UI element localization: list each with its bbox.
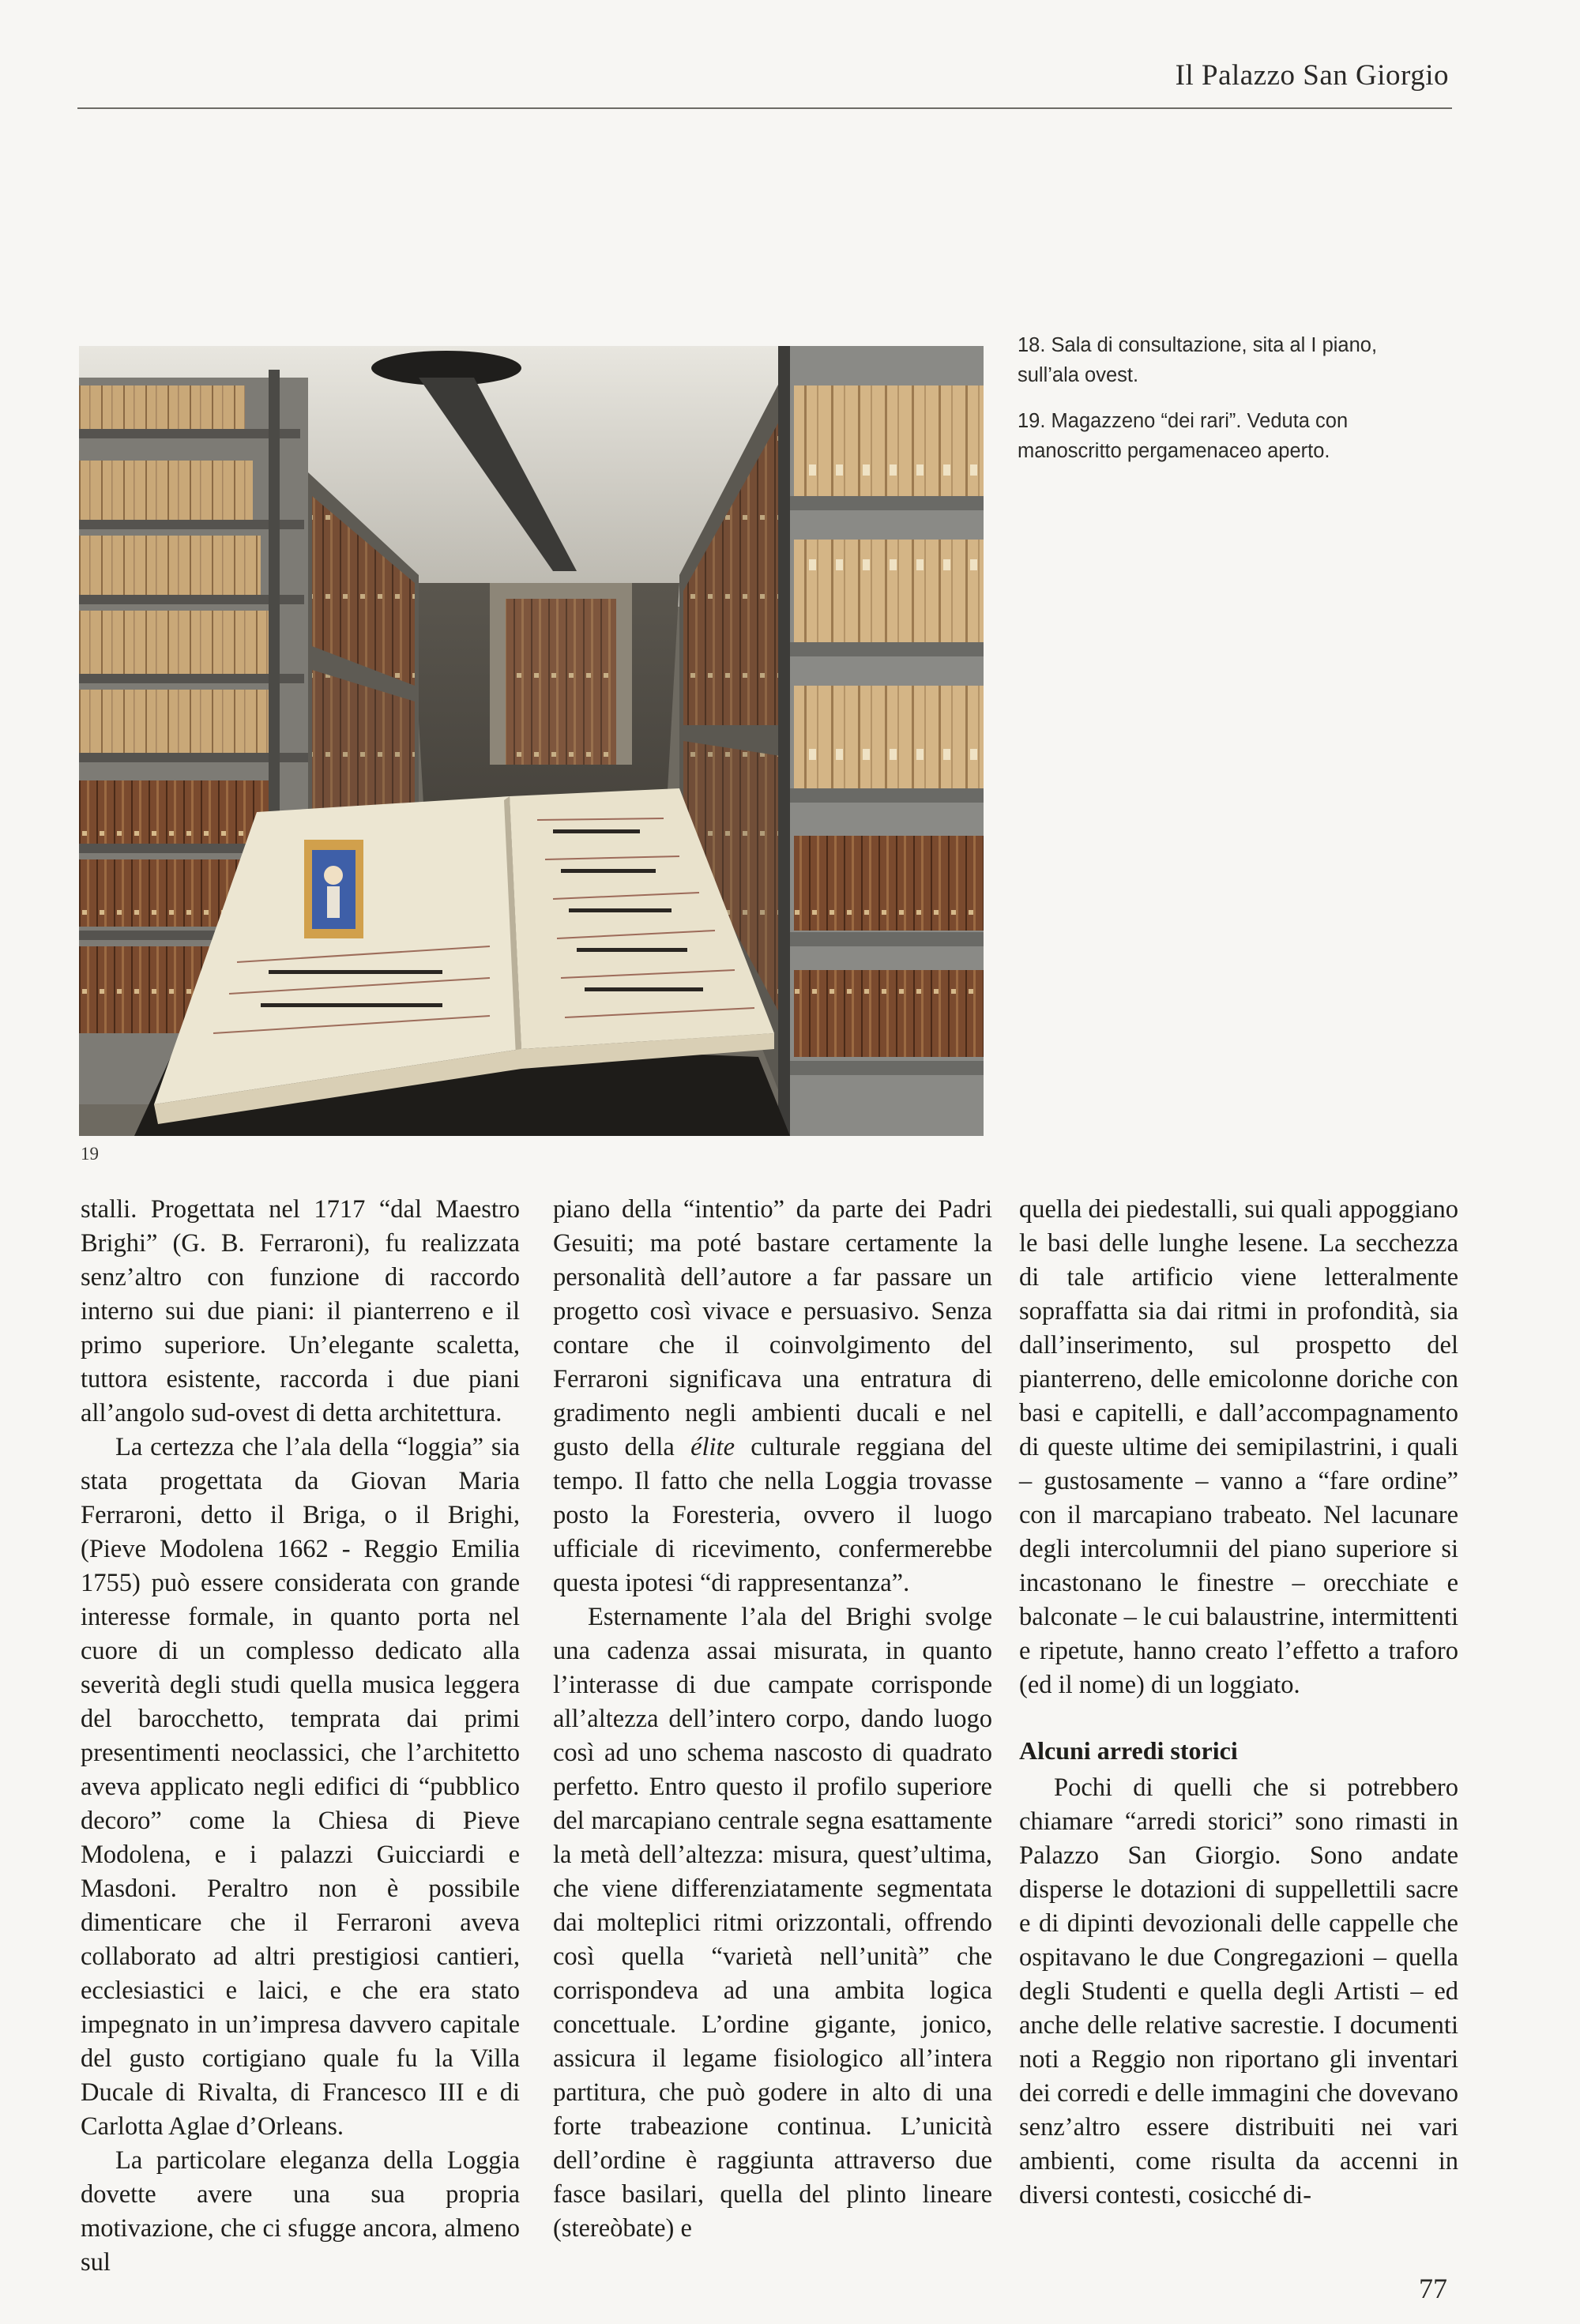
text-column-3 [1019, 1193, 1458, 2213]
figure-number: 19 [81, 1144, 99, 1164]
caption-19: 19. Magazzeno “dei rari”. Veduta con manoscritto pergamenaceo aperto. [1018, 410, 1349, 462]
body-text: piano della “intentio” da parte dei Padri Gesuiti; ma poté bastare certamente la personalità dell’autore a far passare un progetto così vivace e persuasivo. Senza contare che il coinvolgimento del Ferraroni significava una entratura di gradimento negli ambienti ducali e nel gusto della [553, 1195, 992, 1461]
caption-18: 18. Sala di consultazione, sita al I piano, sull’ala ovest. [1018, 334, 1378, 386]
body-paragraph: stalli. Progettata nel 1717 “dal Maestro Brighi” (G. B. Ferraroni), fu realizzata senz’altro con funzione di raccordo interno sui due piani: il pianterreno e il primo superiore. Un’elegante scaletta, tuttora esistente, raccorda i due piani all’angolo sud-ovest di detta architettura. [81, 1195, 520, 1427]
figure-captions [1018, 330, 1444, 482]
body-paragraph: Pochi di quelli che si potrebbero chiamare “arredi storici” sono rimasti in Palazzo San Giorgio. Sono andate disperse le dotazioni di suppellettili sacre e di dipinti devozionali delle cappelle che ospitavano le due Congregazioni – quella degli Studenti e quella degli Artisti – ed anche delle relative sacrestie. I documenti noti a Reggio non riportano gli inventari dei corredi e delle immagini che dovevano senz’altro essere distribuiti nei vari ambienti, come risulta da accenni in diversi contesti, cosicché di- [1019, 1773, 1458, 2209]
running-head: Il Palazzo San Giorgio [1175, 59, 1449, 92]
body-paragraph [553, 1193, 992, 1600]
section-heading: Alcuni arredi storici [1019, 1736, 1238, 1765]
text-column-2 [553, 1193, 992, 2246]
archive-stacks-illustration [79, 346, 984, 1136]
body-paragraph: La particolare eleganza della Loggia dovette avere una sua propria motivazione, che ci sfugge ancora, almeno sul [81, 2146, 520, 2277]
body-paragraph: quella dei piedestalli, sui quali appoggiano le basi delle lunghe lesene. La secchezza di tale artificio viene letteralmente sopraffatta sia dai ritmi in profondità, sia dall’inserimento, sul prospetto del pianterreno, delle emicolonne doriche con basi e capitelli, e dall’accompagnamento di queste ultime dei semipilastrini, i quali – gustosamente – vanno a “fare ordine” con il marcapiano trabeato. Nel lacunare degli intercolumnii del piano superiore si incastonano le finestre – orecchiate e balconate – le cui balaustrine, intermittenti e ripetute, hanno creato l’effetto a traforo (ed il nome) di un loggiato. [1019, 1195, 1458, 1699]
text-column-1 [81, 1193, 520, 2280]
italic-term: élite [690, 1433, 735, 1461]
body-paragraph: La certezza che l’ala della “loggia” sia stata progettata da Giovan Maria Ferraroni, detto il Briga, o il Brighi, (Pieve Modolena 1662 - Reggio Emilia 1755) può essere considerata con grande interesse formale, in quanto porta nel cuore di un complesso dedicato alla severità degli studi quella musica leggera del barocchetto, temprata dai primi presentimenti neoclassici, che l’architetto aveva applicato negli edifici di “pubblico decoro” come la Chiesa di Pieve Modolena, e i palazzi Guicciardi e Masdoni. Peraltro non è possibile dimenticare che il Ferraroni aveva collaborato ad altri prestigiosi cantieri, ecclesiastici e laici, e che era stato impegnato in un’impresa davvero capitale del gusto cortigiano quale fu la Villa Ducale di Rivalta, di Francesco III e di Carlotta Aglae d’Orleans. [81, 1433, 520, 2141]
body-text: culturale reggiana del tempo. Il fatto che nella Loggia trovasse posto la Foresteria, ovvero il luogo ufficiale di ricevimento, confermerebbe questa ipotesi “di rappresentanza”. [553, 1433, 992, 1597]
page-number: 77 [1419, 2273, 1447, 2304]
figure-19-photo [79, 346, 984, 1136]
manuscript-illumination-icon [304, 840, 363, 938]
body-paragraph: Esternamente l’ala del Brighi svolge una cadenza assai misurata, in quanto l’interasse di due campate corrisponde all’altezza dell’intero corpo, dando luogo così ad uno schema nascosto di quadrato perfetto. Entro questo il profilo superiore del marcapiano centrale segna esattamente la metà dell’altezza: misura, quest’ultima, che viene differenziatamente segmentata dai molteplici ritmi orizzontali, offrendo così quella “varietà nell’unità” che corrispondeva ad una ambita logica concettuale. L’ordine gigante, jonico, assicura il legame fisiologico all’intera partitura, che può godere in alto di una forte trabeazione continua. L’unicità dell’ordine è raggiunta attraverso due fasce basilari, quella del plinto lineare (stereòbate) e [553, 1603, 992, 2243]
header-rule [77, 107, 1452, 109]
